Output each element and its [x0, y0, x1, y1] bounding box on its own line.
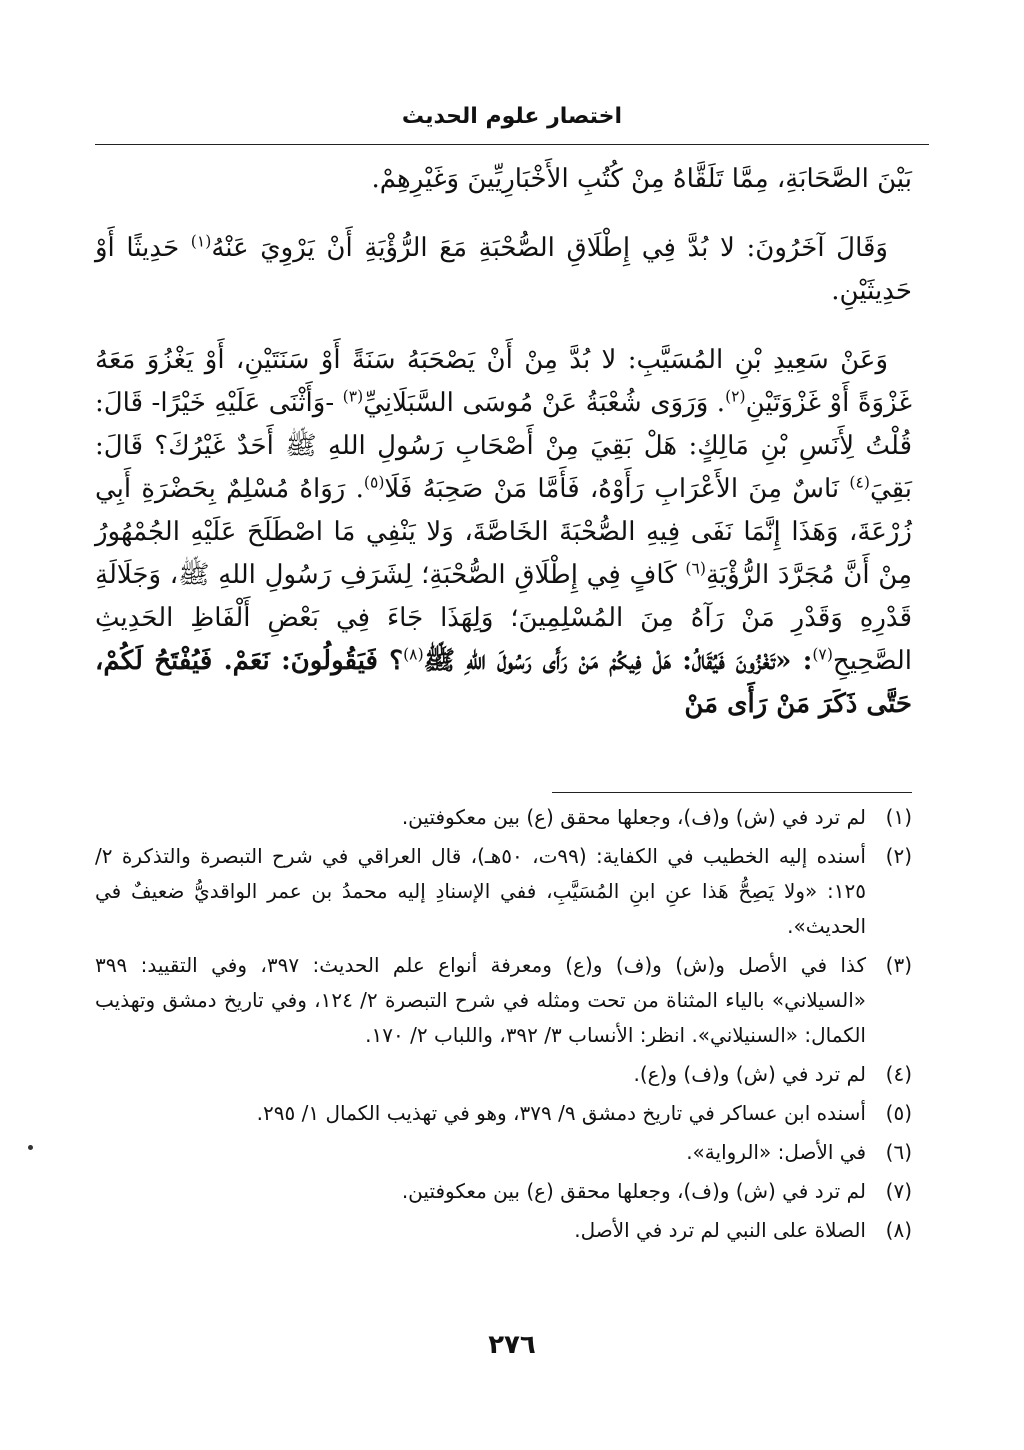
footnote-item [95, 839, 912, 944]
main-text [95, 158, 912, 726]
footnote-item [95, 1174, 912, 1209]
footnote-text: لم ترد في (ش) و(ف)، وجعلها محقق (ع) بين معكوفتين. [401, 805, 866, 829]
footnote-text: في الأصل: «الرواية». [686, 1140, 866, 1164]
paragraph-3-text-f: كَافٍ فِي إِطْلَاقِ الصُّحْبَةِ؛ لِشَرَفِ رَسُولِ اللهِ ﷺ، وَجَلَالَةِ قَدْرِهِ وَقَدْرِ مَنْ رَآهُ مِنَ المُسْلِمِينَ؛ وَلِهَذَا جَاءَ فِي بَعْضِ أَلْفَاظِ الحَدِيثِ الصَّحِيحِ [95, 560, 913, 676]
footnote-item [95, 800, 912, 835]
footnote-ref-1[interactable]: (١) [190, 232, 212, 251]
footnote-divider [552, 792, 912, 793]
footnote-number: (١) [885, 805, 912, 829]
paragraph-2-text-end: حَدِيثًا أَوْ حَدِيثَيْنِ. [95, 233, 912, 306]
footnote-number: (٤) [885, 1062, 912, 1086]
footnote-item [95, 1096, 912, 1131]
footnote-item [95, 1057, 912, 1092]
paragraph-2 [95, 227, 912, 313]
footnote-ref-4[interactable]: (٤) [849, 473, 870, 492]
paragraph-3-text-c: -وَأَثْنَى عَلَيْهِ خَيْرًا- قَالَ: قُلْتُ لِأَنَسِ بْنِ مَالِكٍ: هَلْ بَقِيَ مِنْ أَصْحَابِ رَسُولِ اللهِ ﷺ أَحَدٌ غَيْرُكَ؟ قَالَ: بَقِيَ [95, 388, 912, 504]
footnote-text: أسنده ابن عساكر في تاريخ دمشق ٩/ ٣٧٩، وهو في تهذيب الكمال ١/ ٢٩٥. [256, 1101, 866, 1125]
paragraph-3 [95, 339, 912, 726]
footnote-ref-2[interactable]: (٢) [725, 387, 746, 406]
footnote-text: الصلاة على النبي لم ترد في الأصل. [574, 1218, 866, 1242]
footnote-ref-6[interactable]: (٦) [685, 559, 706, 578]
header-divider [95, 144, 929, 145]
footnote-number: (٨) [885, 1218, 912, 1242]
footnote-text: لم ترد في (ش) و(ف) و(ع). [633, 1062, 866, 1086]
footnote-text: لم ترد في (ش) و(ف)، وجعلها محقق (ع) بين معكوفتين. [401, 1179, 866, 1203]
footnote-number: (٢) [885, 844, 912, 868]
footnote-item [95, 948, 912, 1053]
footnote-ref-7[interactable]: (٧) [812, 645, 833, 664]
footnote-text: كذا في الأصل و(ش) و(ف) و(ع) ومعرفة أنواع علم الحديث: ٣٩٧، وفي التقييد: ٣٩٩ «السيلاني» بالياء المثناة من تحت ومثله في شرح التبصرة ٢/ ١٢٤، وفي تاريخ دمشق وتهذيب الكمال: «السنيلاني». انظر: الأنساب ٣/ ٣٩٢، واللباب ٢/ ١٧٠. [95, 953, 867, 1047]
hadith-quote-end: ؟ فَيَقُولُونَ: نَعَمْ. فَيُفْتَحُ لَكُمْ، حَتَّى ذَكَرَ مَنْ رَأَى مَنْ [95, 646, 912, 719]
footnote-number: (٦) [885, 1140, 912, 1164]
hadith-quote: : «تَغْزُونَ فَيُقَالُ: هَلْ فِيكُمْ مَنْ رَأَى رَسُولَ اللهِ ﷺ [423, 646, 813, 676]
page-number: ٢٧٦ [488, 1330, 536, 1360]
footnote-number: (٥) [885, 1101, 912, 1125]
footnote-ref-5[interactable]: (٥) [363, 473, 385, 492]
scan-speck [28, 1145, 33, 1150]
paragraph-1: بَيْنَ الصَّحَابَةِ، مِمَّا تَلَقَّاهُ مِنْ كُتُبِ الأَخْبَارِيِّينَ وَغَيْرِهِمْ. [371, 164, 912, 194]
paragraph-3-text-d: نَاسٌ مِنَ الأَعْرَابِ رَأَوْهُ، فَأَمَّا مَنْ صَحِبَهُ فَلَا [384, 474, 850, 504]
footnote-number: (٣) [885, 953, 912, 977]
footnotes [95, 800, 912, 1252]
footnote-item [95, 1135, 912, 1170]
paragraph-3-text-a: وَعَنْ سَعِيدِ بْنِ المُسَيَّبِ: لا بُدَّ مِنْ أَنْ يَصْحَبَهُ سَنَةً أَوْ سَنَتَيْنِ، أَوْ يَغْزُوَ مَعَهُ غَزْوَةً أَوْ غَزْوَتَيْنِ [95, 345, 912, 418]
paragraph-2-text: وَقَالَ آخَرُونَ: لا بُدَّ فِي إِطْلَاقِ الصُّحْبَةِ مَعَ الرُّؤْيَةِ أَنْ يَرْوِيَ عَنْهُ [211, 233, 888, 263]
footnote-text: أسنده إليه الخطيب في الكفاية: (٩٩ت، ٥٠هـ)، قال العراقي في شرح التبصرة والتذكرة ٢/ ١٢٥: «ولا يَصِحُّ هَذا عنِ ابنِ المُسَيَّبِ، ففي الإسنادِ إليه محمدُ بن عمر الواقديُّ ضعيفٌ في الحديث». [95, 844, 866, 938]
footnote-ref-3[interactable]: (٣) [342, 387, 364, 406]
footnote-ref-8[interactable]: (٨) [403, 645, 424, 664]
running-header: اختصار علوم الحديث [401, 104, 623, 129]
footnote-item [95, 1213, 912, 1248]
paragraph-3-text-e: . رَوَاهُ مُسْلِمٌ بِحَضْرَةِ أَبِي زُرْعَةَ، وَهَذَا إِنَّمَا نَفَى فِيهِ الصُّحْبَةَ الخَاصَّةَ، وَلا يَنْفِي مَا اصْطَلَحَ عَلَيْهِ الجُمْهُورُ مِنْ أَنَّ مُجَرَّدَ الرُّؤْيَةِ [95, 474, 913, 590]
paragraph-3-text-b: . وَرَوَى شُعْبَةُ عَنْ مُوسَى السَّبَلَانِيِّ [363, 388, 726, 418]
footnote-number: (٧) [885, 1179, 912, 1203]
